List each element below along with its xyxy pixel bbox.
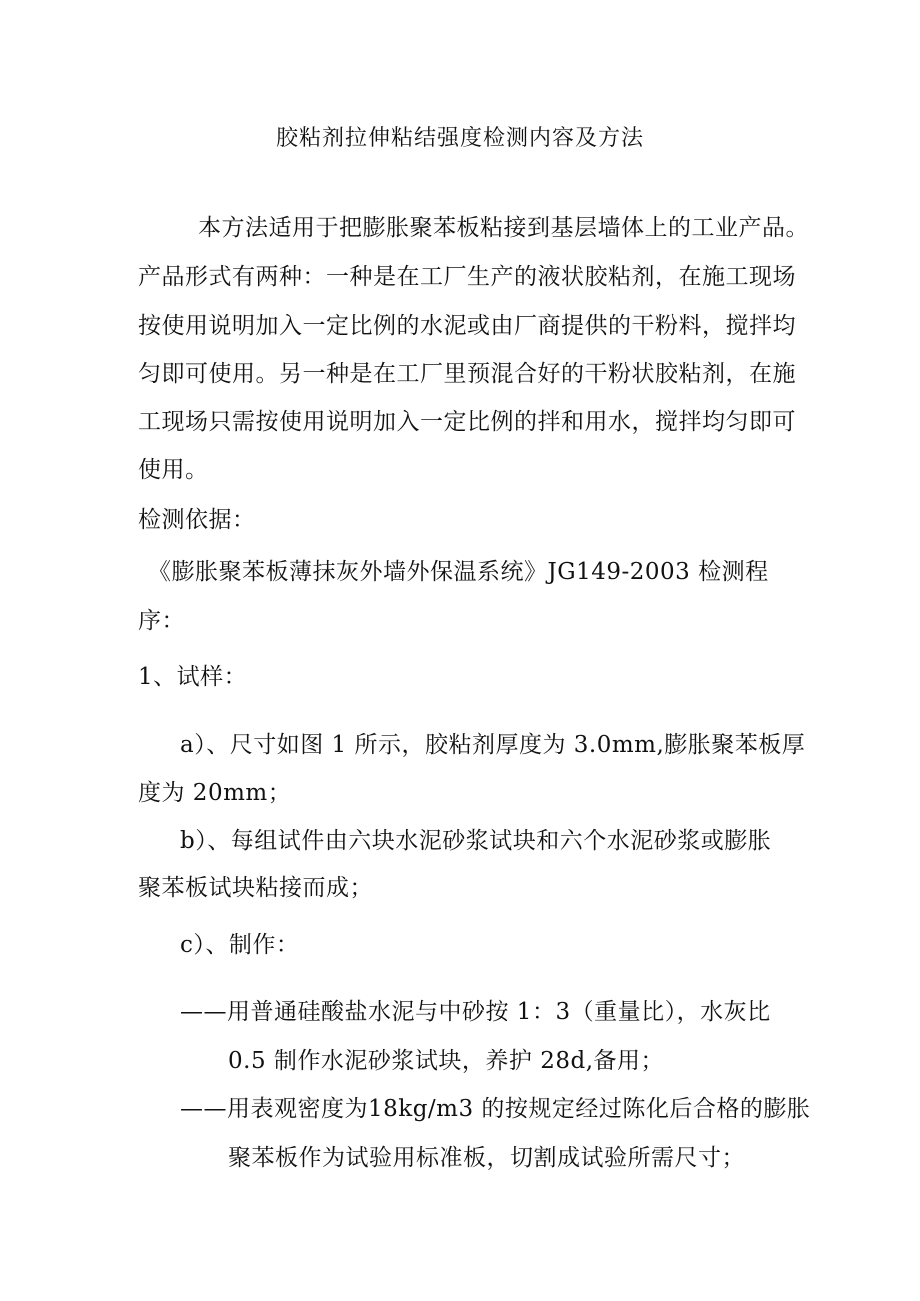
dash-item-line: ——用普通硅酸盐水泥与中砂按 1：3（重量比），水灰比	[180, 999, 771, 1025]
dash-item-line: 聚苯板作为试验用标准板，切割成试验所需尺寸；	[228, 1145, 745, 1171]
intro-line: 本方法适用于把膨胀聚苯板粘接到基层墙体上的工业产品。	[198, 215, 809, 241]
dash-item-line: ——用表观密度为18kg/m3 的按规定经过陈化后合格的膨胀	[180, 1096, 811, 1122]
item-a-line: 度为 20mm；	[138, 780, 292, 806]
standard-reference: 《膨胀聚苯板薄抹灰外墙外保温系统》JG149-2003 检测程	[148, 559, 769, 585]
section-heading: 1、试样：	[138, 664, 248, 690]
intro-line: 按使用说明加入一定比例的水泥或由厂商提供的干粉料，搅拌均	[138, 313, 796, 339]
item-b-line: b）、每组试件由六块水泥砂浆试块和六个水泥砂浆或膨胀	[180, 828, 772, 854]
basis-label: 检测依据：	[138, 507, 256, 533]
item-a-line: a）、尺寸如图 1 所示，胶粘剂厚度为 3.0mm,膨胀聚苯板厚	[180, 732, 806, 758]
dash-item-line: 0.5 制作水泥砂浆试块，养护 28d,备用；	[228, 1048, 665, 1074]
document-title: 胶粘剂拉伸粘结强度检测内容及方法	[276, 126, 645, 151]
intro-line: 工现场只需按使用说明加入一定比例的拌和用水，搅拌均匀即可	[138, 409, 796, 435]
intro-line: 匀即可使用。另一种是在工厂里预混合好的干粉状胶粘剂，在施	[138, 361, 796, 387]
item-b-line: 聚苯板试块粘接而成；	[138, 875, 373, 901]
procedure-label: 序：	[138, 608, 185, 634]
intro-line: 产品形式有两种：一种是在工厂生产的液状胶粘剂，在施工现场	[138, 264, 796, 290]
intro-line: 使用。	[138, 457, 209, 483]
item-c-heading: c）、制作：	[180, 932, 300, 958]
